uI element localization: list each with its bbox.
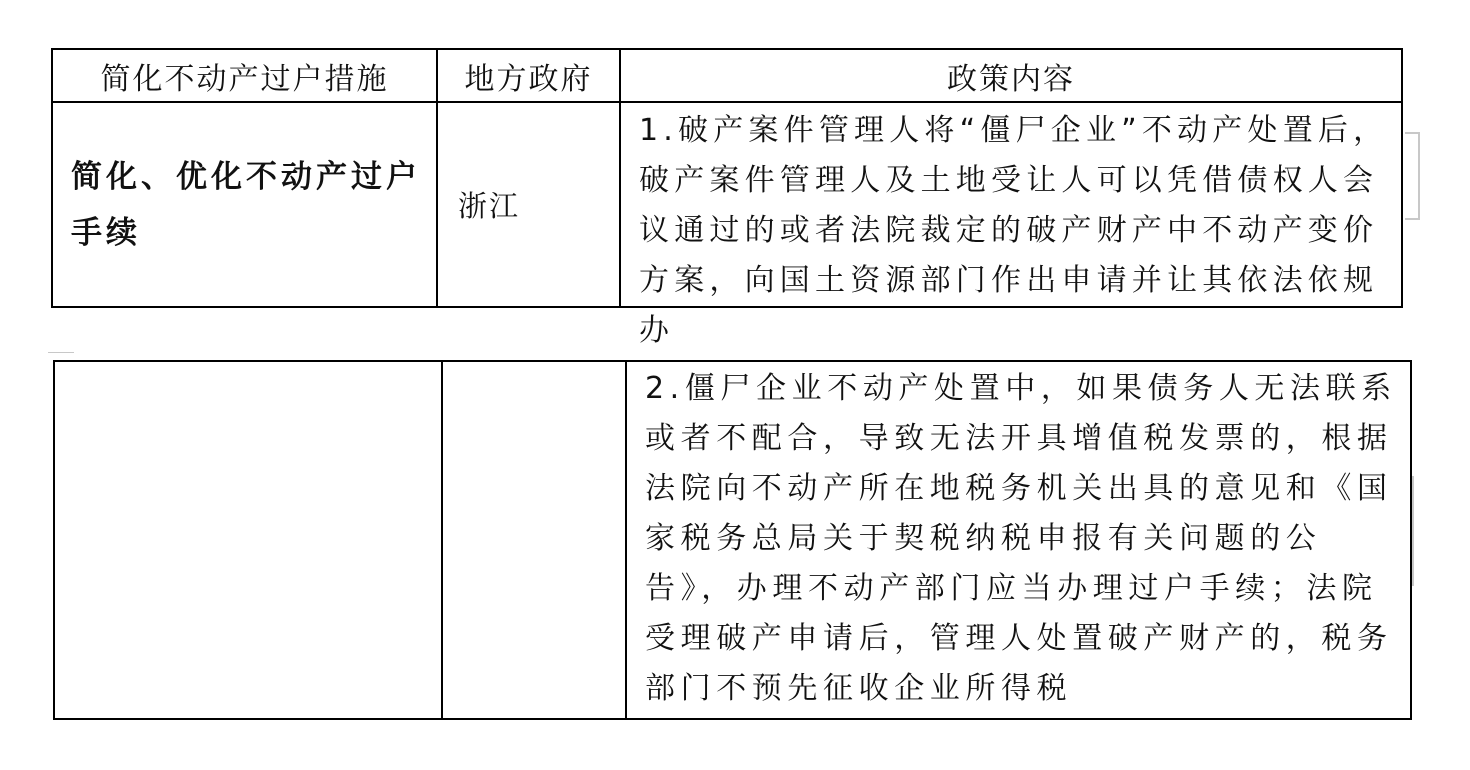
table-header-row — [52, 49, 1402, 102]
government-cell: 浙江 — [437, 102, 620, 307]
table-row — [54, 361, 1411, 719]
scan-edge-mark — [1412, 476, 1414, 586]
table-row — [52, 102, 1402, 307]
header-measure: 简化不动产过户措施 — [52, 49, 437, 102]
scan-edge-mark — [1405, 218, 1419, 220]
measure-cell: 简化、优化不动产过户手续 — [52, 102, 437, 307]
scan-edge-mark — [48, 352, 74, 353]
government-cell-empty — [442, 361, 626, 719]
policy-content-cell — [626, 361, 1411, 719]
policy-table-part-1 — [51, 48, 1403, 348]
header-government: 地方政府 — [437, 49, 620, 102]
policy-content-text: 2.僵尸企业不动产处置中，如果债务人无法联系或者不配合，导致无法开具增值税发票的，根据法院向不动产所在地税务机关出具的意见和《国家税务总局关于契税纳税申报有关问题的公告》，办理不动产部门应当办理过户手续；法院受理破产申请后，管理人处置破产财产的，税务部门不预先征收企业所得税 — [645, 371, 1397, 706]
scan-edge-mark — [1405, 132, 1419, 134]
policy-table-part-2 — [53, 360, 1412, 720]
header-policy-content: 政策内容 — [620, 49, 1402, 102]
scan-edge-mark — [1418, 132, 1420, 220]
policy-content-cell — [620, 102, 1402, 348]
measure-cell-empty — [54, 361, 442, 719]
policy-content-text: 1.破产案件管理人将“僵尸企业”不动产处置后，破产案件管理人及土地受让人可以凭借债权人会议通过的或者法院裁定的破产财产中不动产变价方案，向国土资源部门作出申请并让其依法依规办 — [639, 113, 1389, 348]
